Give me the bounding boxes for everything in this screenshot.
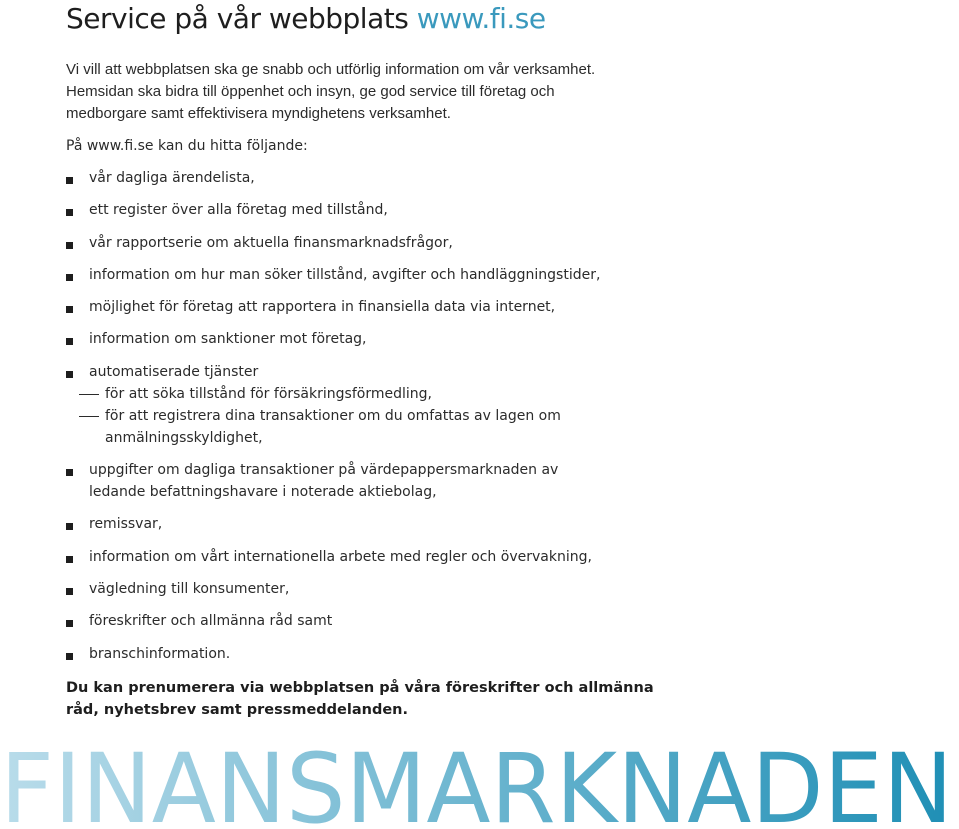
list-item-text: ett register över alla företag med tillstånd, [89,202,388,219]
list-item [66,459,614,503]
list-item [66,546,666,568]
list-item-text: information om hur man söker tillstånd, avgifter och handläggningstider, [89,266,601,283]
title-url-link[interactable]: www.fi.se [416,2,546,35]
list-item [66,361,569,449]
list-item [66,643,666,665]
list-lead: På www.fi.se kan du hitta följande: [66,138,308,154]
list-item [66,513,666,535]
list-item-text: vår rapportserie om aktuella finansmarknadsfrågor, [89,234,453,251]
sub-list-item-text: för att registrera dina transaktioner om du omfattas av lagen om anmälningsskyldighet, [105,407,561,446]
list-item [66,296,666,318]
list-item-text: vägledning till konsumenter, [89,580,290,597]
list-item-text: föreskrifter och allmänna råd samt [89,613,333,630]
list-item-text: automatiserade tjänster [89,363,259,380]
brand-wordmark [0,738,959,829]
list-item-text: möjlighet för företag att rapportera in finansiella data via internet, [89,299,556,316]
sub-list [89,383,569,449]
intro-paragraph: Vi vill att webbplatsen ska ge snabb och utförlig information om vår verksamhet. Hemsidan ska bidra till öppenhet och insyn, ge god service till företag och medborgare samt effektivisera myndighetens verksamhet. [66,61,596,122]
list-item [66,264,666,286]
service-list [66,167,666,675]
list-item [66,578,666,600]
brand-wordmark-text: FINANSMARKNADEN [0,738,953,829]
sub-list-item-text: för att söka tillstånd för försäkringsförmedling, [105,385,432,402]
list-item [66,199,666,221]
list-item-text: branschinformation. [89,645,231,662]
page-title [66,2,546,35]
list-item-text: vår dagliga ärendelista, [89,170,255,186]
sub-list-item [89,405,569,449]
list-item-text: uppgifter om dagliga transaktioner på värdepappersmarknaden av ledande befattningshavare i noterade aktiebolag, [89,462,559,501]
list-item [66,610,666,632]
closing-paragraph: Du kan prenumerera via webbplatsen på våra föreskrifter och allmänna råd, nyhetsbrev samt pressmeddelanden. [66,680,654,718]
title-prefix: Service på vår webbplats [66,2,417,35]
list-item-text: information om vårt internationella arbete med regler och övervakning, [89,548,592,565]
list-item [66,232,666,254]
list-item-text: remissvar, [89,516,163,533]
list-item [66,167,666,189]
sub-list-item [89,383,569,405]
list-item-text: information om sanktioner mot företag, [89,331,367,348]
list-item [66,328,666,350]
